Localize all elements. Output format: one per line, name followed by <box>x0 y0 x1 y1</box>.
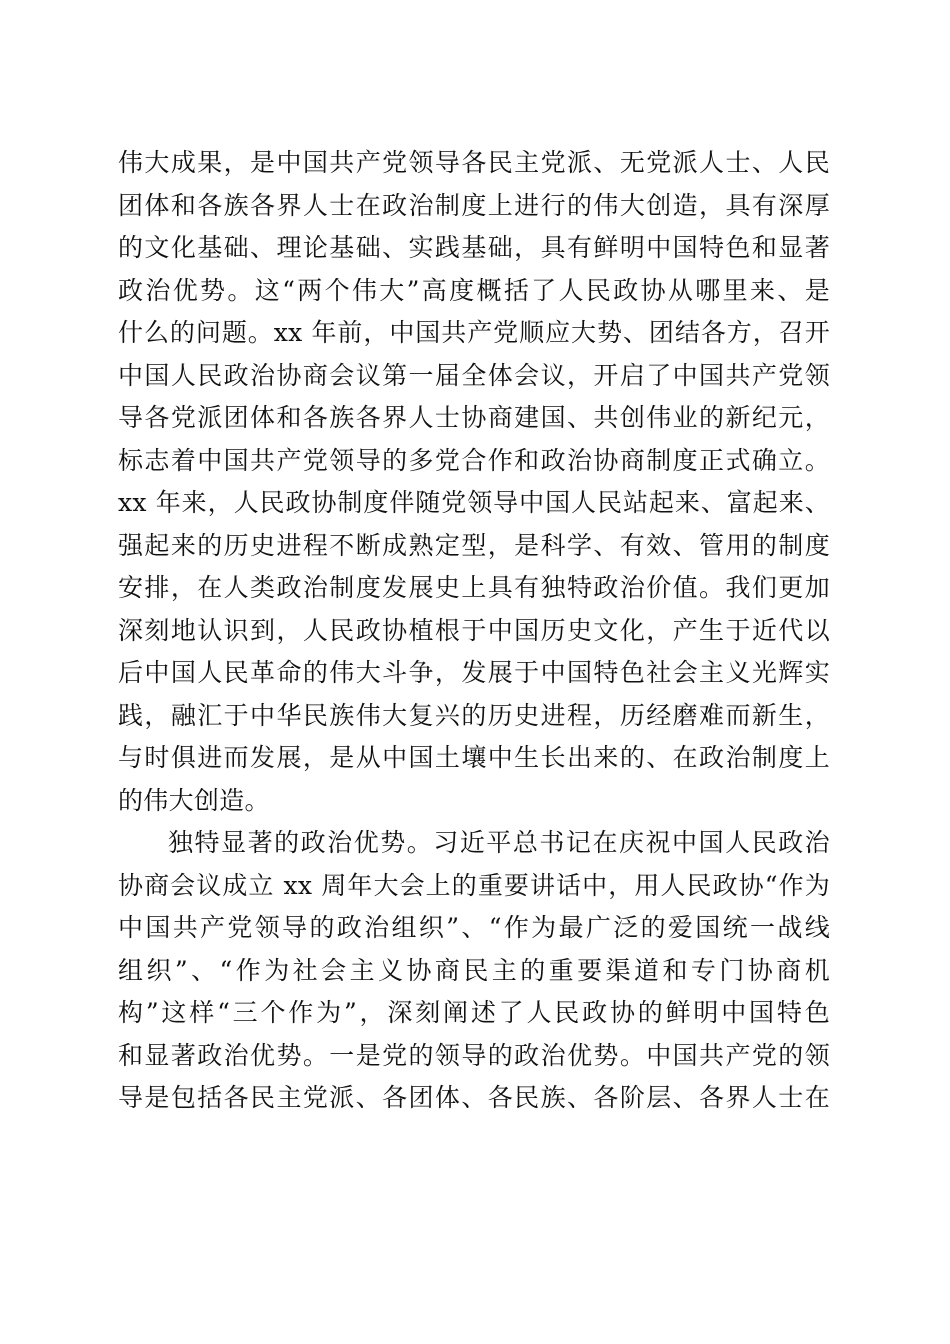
text-line-22: 和显著政治优势。一是党的领导的政治优势。中国共产党的领 <box>118 1040 830 1070</box>
text-line-16: 的伟大创造。 <box>118 785 270 815</box>
body-text <box>118 142 830 1120</box>
text-line-18: 协商会议成立 xx 周年大会上的重要讲话中，用人民政协“作为 <box>118 870 830 900</box>
text-line-2: 团体和各族各界人士在政治制度上进行的伟大创造，具有深厚 <box>118 190 830 220</box>
text-line-7: 导各党派团体和各族各界人士协商建国、共创伟业的新纪元， <box>118 403 830 432</box>
text-line-13: 后中国人民革命的伟大斗争，发展于中国特色社会主义光辉实 <box>118 658 830 687</box>
text-line-19: 中国共产党领导的政治组织”、“作为最广泛的爱国统一战线 <box>118 913 830 942</box>
text-line-8: 标志着中国共产党领导的多党合作和政治协商制度正式确立。 <box>118 445 830 475</box>
text-line-17: 独特显著的政治优势。习近平总书记在庆祝中国人民政治 <box>168 828 830 857</box>
text-line-23: 导是包括各民主党派、各团体、各民族、各阶层、各界人士在 <box>118 1083 830 1112</box>
text-line-20: 组织”、“作为社会主义协商民主的重要渠道和专门协商机 <box>118 955 830 985</box>
text-line-9: xx 年来，人民政协制度伴随党领导中国人民站起来、富起来、 <box>118 488 830 517</box>
text-line-15: 与时俱进而发展，是从中国土壤中生长出来的、在政治制度上 <box>118 743 830 772</box>
text-line-14: 践，融汇于中华民族伟大复兴的历史进程，历经磨难而新生， <box>118 700 830 730</box>
text-line-6: 中国人民政治协商会议第一届全体会议，开启了中国共产党领 <box>118 360 830 390</box>
text-line-5: 什么的问题。xx 年前，中国共产党顺应大势、团结各方，召开 <box>118 318 830 347</box>
text-line-21: 构”这样“三个作为”，深刻阐述了人民政协的鲜明中国特色 <box>118 998 830 1027</box>
text-line-12: 深刻地认识到，人民政协植根于中国历史文化，产生于近代以 <box>118 615 830 645</box>
text-line-10: 强起来的历史进程不断成熟定型，是科学、有效、管用的制度 <box>118 530 830 560</box>
text-line-4: 政治优势。这“两个伟大”高度概括了人民政协从哪里来、是 <box>118 275 830 305</box>
text-line-3: 的文化基础、理论基础、实践基础，具有鲜明中国特色和显著 <box>118 233 830 262</box>
text-line-11: 安排，在人类政治制度发展史上具有独特政治价值。我们更加 <box>118 573 830 602</box>
text-line-1: 伟大成果，是中国共产党领导各民主党派、无党派人士、人民 <box>118 148 830 177</box>
